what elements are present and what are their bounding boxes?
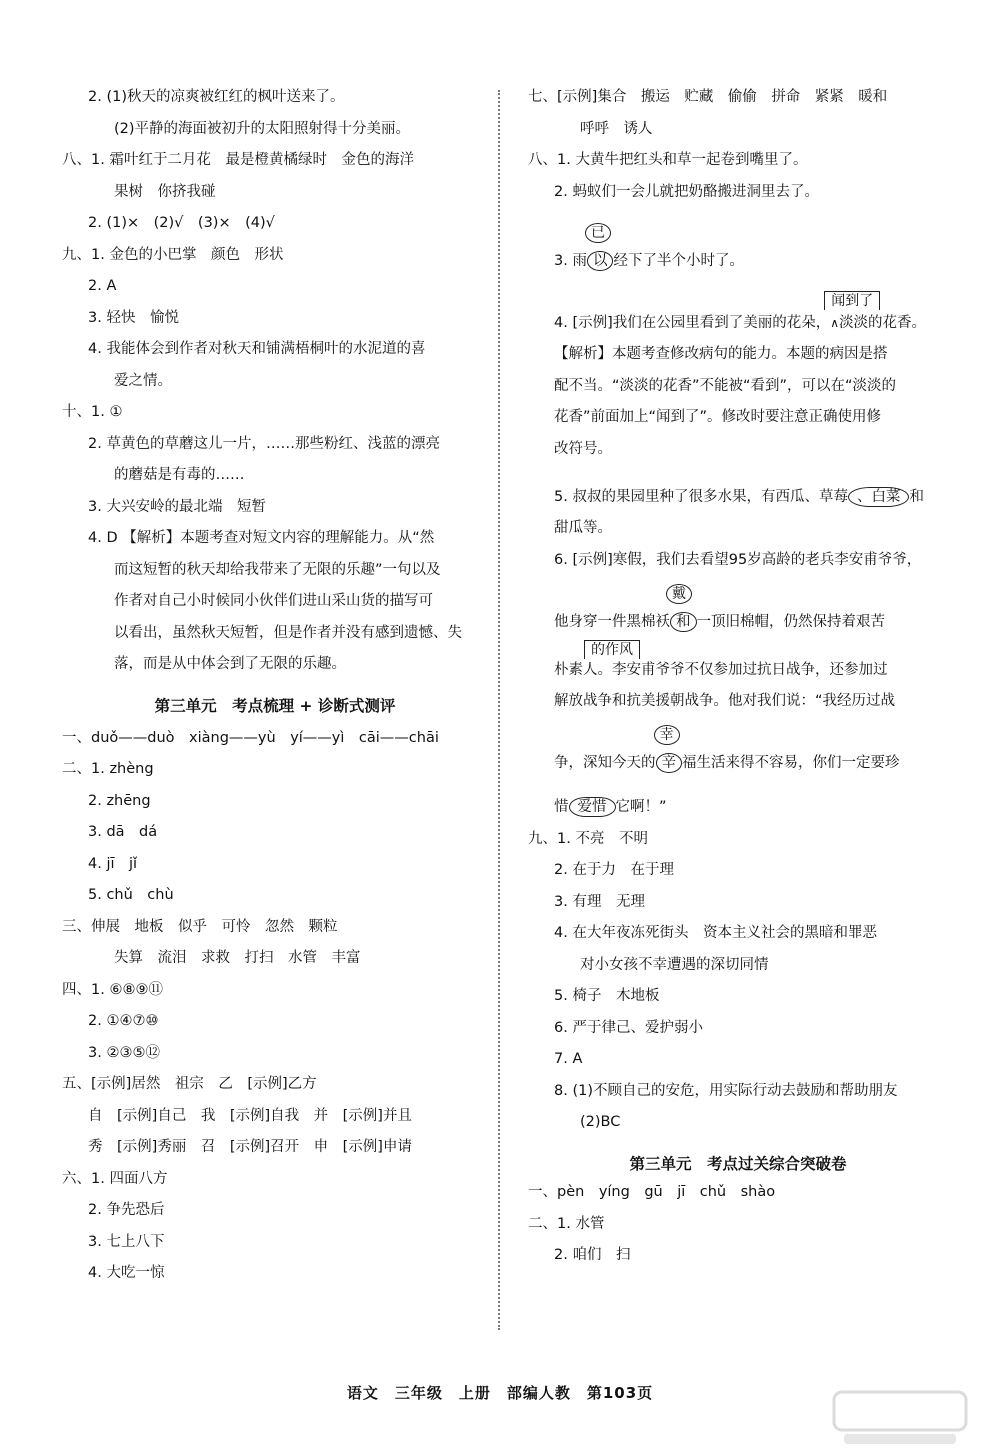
- answer-line: 4. 大吃一惊: [88, 1265, 165, 1281]
- circled-error: 和: [670, 612, 697, 632]
- answer-line: 而这短暂的秋天却给我带来了无限的乐趣”一句以及: [114, 561, 441, 578]
- insert-mark: ∧ 闻到了: [830, 315, 839, 331]
- right-column: [528, 86, 948, 1266]
- inserted-text: 的作风: [584, 640, 640, 659]
- answer-line-correction: [528, 486, 948, 508]
- answer-line: 四、1. ⑥⑧⑨⑪: [62, 981, 163, 998]
- column-divider: [498, 90, 500, 1330]
- answer-line: 3. 有理 无理: [554, 893, 645, 910]
- answer-line: 3. dā dá: [88, 824, 158, 840]
- answer-line: 落，而是从中体会到了无限的乐趣。: [114, 656, 346, 672]
- answer-line: (2)BC: [580, 1114, 621, 1130]
- correction-text: 戴: [666, 584, 692, 604]
- answer-text: 争，深知今天的: [554, 755, 656, 771]
- answer-line: 3. 轻快 愉悦: [88, 309, 179, 326]
- answer-line: 呼呼 诱人: [580, 120, 653, 137]
- answer-line: 八、1. 大黄牛把红头和草一起卷到嘴里了。: [528, 152, 808, 168]
- answer-line: 五、[示例]居然 祖宗 乙 [示例]乙方: [62, 1076, 317, 1092]
- answer-line: 作者对自己小时候同小伙伴们进山采山货的描写可: [114, 593, 433, 609]
- answer-line: 4. jī jǐ: [88, 855, 138, 872]
- answer-line: 对小女孩不幸遭遇的深切同情: [580, 956, 769, 973]
- answer-line: 果树 你挤我碰: [114, 183, 216, 200]
- answer-line: 2. 咱们 扫: [554, 1247, 631, 1263]
- answer-line: 爱之情。: [114, 372, 172, 389]
- answer-line: 8. (1)不顾自己的安危，用实际行动去鼓励和帮助朋友: [554, 1082, 898, 1099]
- answer-text: 3. 雨: [554, 252, 587, 269]
- answer-line: 3. ②③⑤⑫: [88, 1044, 160, 1061]
- circled-error: 以: [587, 251, 614, 271]
- answer-line: 七、[示例]集合 搬运 贮藏 偷偷 拼命 紧紧 暖和: [528, 89, 888, 105]
- answer-line: 九、1. 不亮 不明: [528, 830, 648, 847]
- watermark-logo-icon: [830, 1388, 970, 1448]
- answer-line: 3. 大兴安岭的最北端 短暂: [88, 498, 266, 515]
- correction-mark: [587, 224, 614, 269]
- answer-line: 2. A: [88, 278, 117, 294]
- section-heading: 第三单元 考点梳理 + 诊断式测评: [154, 697, 396, 715]
- answer-text: 朴素人。李安甫爷爷不仅参加过抗日战争，还参加过: [554, 661, 888, 678]
- answer-line: 解放战争和抗美援朝战争。他对我们说：“我经历过战: [554, 693, 896, 709]
- answer-line: 六、1. 四面八方: [62, 1170, 168, 1187]
- answer-line: 以看出，虽然秋天短暂，但是作者并没有感到遗憾、失: [114, 624, 462, 641]
- answer-line: 二、1. 水管: [528, 1215, 605, 1232]
- answer-line: 一、pèn yíng gū jī chǔ shào: [528, 1184, 776, 1200]
- answer-line: 2. zhēng: [88, 792, 151, 809]
- correction-text: 幸: [654, 725, 680, 745]
- answer-line: 甜瓜等。: [554, 520, 612, 536]
- answer-line-correction: [528, 292, 948, 334]
- answer-line: 6. [示例]寒假，我们去看望95岁高龄的老兵李安甫爷爷，: [554, 551, 922, 568]
- answer-line-correction: [528, 796, 948, 818]
- answer-text: 惜: [554, 799, 569, 815]
- answer-line: (2)平静的海面被初升的太阳照射得十分美丽。: [114, 120, 411, 137]
- answer-line: 3. 七上八下: [88, 1233, 165, 1250]
- deleted-text: 爱惜: [569, 797, 616, 817]
- inserted-text: 闻到了: [824, 291, 880, 310]
- answer-line: 改符号。: [554, 440, 612, 457]
- answer-line: 失算 流泪 求救 打扫 水管 丰富: [114, 950, 361, 966]
- answer-text: 5. 叔叔的果园里种了很多水果，有西瓜、草莓: [554, 488, 848, 505]
- answer-text: 他身穿一件黑棉袄: [554, 613, 670, 630]
- answer-line-correction: [528, 727, 948, 774]
- answer-line-correction: [528, 585, 948, 633]
- answer-line: 的蘑菇是有毒的……: [114, 467, 245, 483]
- answer-text: 淡淡的花香。: [839, 314, 927, 331]
- answer-text: 经下了半个小时了。: [613, 252, 744, 269]
- answer-line: 2. 在于力 在于理: [554, 862, 674, 878]
- answer-line-correction: [528, 641, 948, 681]
- answer-text: 4. [示例]我们在公园里看到了美丽的花朵，: [554, 314, 831, 331]
- answer-line: 二、1. zhèng: [62, 761, 154, 777]
- answer-line: 自 [示例]自己 我 [示例]自我 并 [示例]并且: [88, 1107, 412, 1124]
- answer-line: 5. chǔ chù: [88, 887, 174, 903]
- correction-text: 已: [585, 223, 611, 243]
- answer-line: 2. (1)秋天的凉爽被红红的枫叶送来了。: [88, 89, 345, 105]
- answer-line: 5. 椅子 木地板: [554, 988, 660, 1004]
- answer-line: 三、伸展 地板 似乎 可怜 忽然 颗粒: [62, 918, 338, 935]
- answer-text: 一顶旧棉帽，仍然保持着艰苦: [696, 613, 885, 630]
- correction-mark: [656, 727, 683, 771]
- answer-line: 十、1. ①: [62, 404, 123, 420]
- deleted-text: 、白菜: [848, 487, 910, 507]
- answer-line-correction: [528, 224, 948, 272]
- answer-line: 2. 蚂蚁们一会儿就把奶酪搬进洞里去了。: [554, 183, 819, 200]
- answer-line: 八、1. 霜叶红于二月花 最是橙黄橘绿时 金色的海洋: [62, 152, 414, 168]
- answer-line: 7. A: [554, 1051, 583, 1067]
- answer-line: 【解析】本题考查修改病句的能力。本题的病因是搭: [554, 346, 888, 362]
- section-heading: 第三单元 考点过关综合突破卷: [629, 1155, 847, 1173]
- correction-mark: [670, 585, 697, 630]
- answer-line: 秀 [示例]秀丽 召 [示例]召开 申 [示例]申请: [88, 1139, 412, 1155]
- answer-line: 2. (1)× (2)√ (3)× (4)√: [88, 215, 275, 231]
- answer-line: 6. 严于律己、爱护弱小: [554, 1019, 703, 1036]
- page-footer: 语文 三年级 上册 部编人教 第103页: [346, 1384, 654, 1402]
- answer-line: 4. 我能体会到作者对秋天和铺满梧桐叶的水泥道的喜: [88, 341, 426, 357]
- answer-line: 2. 争先恐后: [88, 1202, 165, 1218]
- answer-line: 一、duǒ——duò xiàng——yù yí——yì cāi——chāi: [62, 729, 439, 746]
- answer-line: 4. 在大年夜冻死街头 资本主义社会的黑暗和罪恶: [554, 925, 877, 941]
- answer-line: 4. D 【解析】本题考查对短文内容的理解能力。从“然: [88, 530, 435, 546]
- circled-error: 辛: [656, 753, 683, 773]
- answer-line: 2. ①④⑦⑩: [88, 1013, 159, 1029]
- answer-line: 九、1. 金色的小巴掌 颜色 形状: [62, 246, 284, 263]
- answer-line: 配不当。“淡淡的花香”不能被“看到”，可以在“淡淡的: [554, 377, 897, 394]
- answer-text: 福生活来得不容易，你们一定要珍: [682, 755, 900, 771]
- answer-text: 它啊！”: [615, 799, 667, 815]
- answer-line: 2. 草黄色的草蘑这儿一片，……那些粉红、浅蓝的漂亮: [88, 435, 440, 452]
- answer-line: 花香”前面加上“闻到了”。修改时要注意正确使用修: [554, 409, 882, 425]
- left-column: [62, 86, 488, 1284]
- answer-text: 和: [909, 488, 924, 505]
